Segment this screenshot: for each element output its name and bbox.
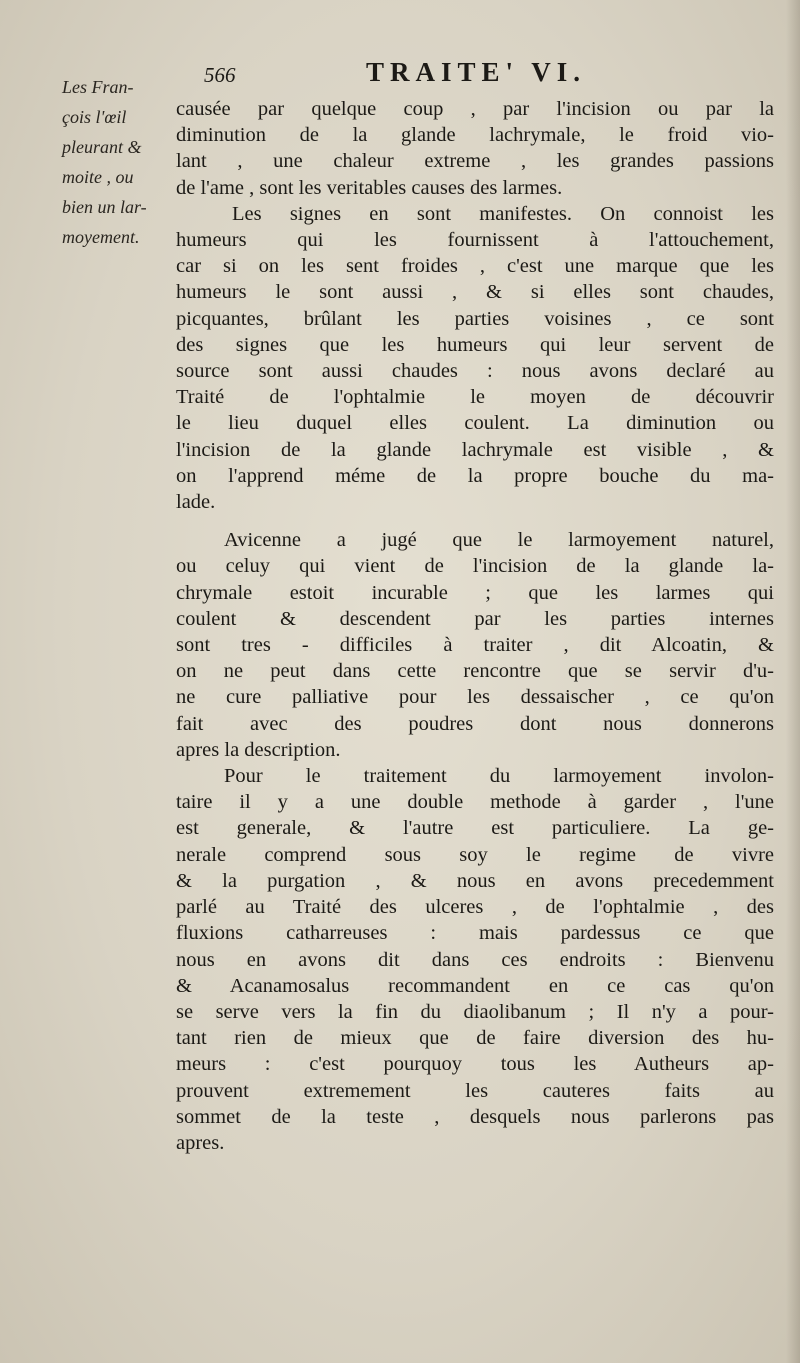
marginal-note-line: moite , ou: [62, 167, 134, 187]
paragraph-causes: [176, 96, 774, 201]
text-line: sommet de la teste , desquels nous parlerons pas: [176, 1105, 774, 1128]
text-line: on ne peut dans cette rencontre que se servir d'u-: [176, 660, 774, 683]
marginal-note-line: moyement.: [62, 227, 140, 247]
text-line: fluxions catharreuses : mais pardessus ce que: [176, 922, 774, 945]
text-line: meurs : c'est pourquoy tous les Autheurs ap-: [176, 1053, 774, 1076]
text-line: chrymale estoit incurable ; que les larmes qui: [176, 581, 774, 604]
text-line: parlé au Traité des ulceres , de l'ophtalmie , des: [176, 896, 774, 919]
text-line: sont tres - difficiles à traiter , dit Alcoatin, &: [176, 634, 774, 657]
text-line: coulent & descendent par les parties internes: [176, 607, 774, 630]
text-line: humeurs qui les fournissent à l'attouchement,: [176, 229, 774, 252]
running-head: TRAITE' VI.: [366, 57, 587, 87]
text-line: apres la description.: [176, 738, 341, 761]
text-line: Avicenne a jugé que le larmoyement naturel,: [224, 529, 774, 552]
text-line: taire il y a une double methode à garder , l'une: [176, 791, 774, 814]
text-line: & la purgation , & nous en avons precedemment: [176, 869, 774, 892]
text-line: source sont aussi chaudes : nous avons declaré au: [176, 360, 774, 383]
body-text: [176, 96, 774, 1156]
text-line: on l'apprend méme de la propre bouche du ma-: [176, 464, 774, 487]
text-line: & Acanamosalus recommandent en ce cas qu'on: [176, 974, 774, 997]
text-line: ou celuy qui vient de l'incision de la glande la-: [176, 555, 774, 578]
text-line: humeurs le sont aussi , & si elles sont chaudes,: [176, 281, 774, 304]
text-line: causée par quelque coup , par l'incision ou par la: [176, 98, 774, 120]
text-line: l'incision de la glande lachrymale est visible , &: [176, 438, 774, 461]
text-line: tant rien de mieux que de faire diversion des hu-: [176, 1027, 774, 1050]
paragraph-signs: [176, 201, 774, 515]
marginal-note-line: pleurant &: [62, 137, 142, 157]
page-number: 566: [204, 63, 236, 87]
text-line: Les signes en sont manifestes. On connoist les: [232, 202, 774, 225]
paragraph-avicenne: [176, 527, 774, 763]
text-line: prouvent extremement les cauteres faits au: [176, 1079, 774, 1102]
text-line: nerale comprend sous soy le regime de vivre: [176, 843, 774, 866]
text-line: de l'ame , sont les veritables causes des larmes.: [176, 176, 563, 199]
text-line: ne cure palliative pour les dessaischer , ce qu'on: [176, 686, 774, 709]
text-line: Pour le traitement du larmoyement involon-: [224, 765, 774, 788]
text-line: diminution de la glande lachrymale, le froid vio-: [176, 124, 774, 147]
text-line: lade.: [176, 491, 216, 514]
text-line: se serve vers la fin du diaolibanum ; Il n'y a pour-: [176, 1000, 774, 1023]
text-line: le lieu duquel elles coulent. La diminution ou: [176, 412, 774, 435]
text-line: picquantes, brûlant les parties voisines , ce sont: [176, 307, 774, 330]
text-line: des signes que les humeurs qui leur servent de: [176, 333, 774, 356]
text-line: apres.: [176, 1131, 225, 1154]
text-line: lant , une chaleur extreme , les grandes passions: [176, 150, 774, 173]
text-line: est generale, & l'autre est particuliere. La ge-: [176, 817, 774, 840]
paragraph-traitement: [176, 763, 774, 1156]
text-line: car si on les sent froides , c'est une marque que les: [176, 255, 774, 278]
text-line: Traité de l'ophtalmie le moyen de découvrir: [176, 386, 774, 409]
text-line: nous en avons dit dans ces endroits : Bienvenu: [176, 948, 774, 971]
marginal-note-line: çois l'œil: [62, 107, 127, 127]
marginal-note-line: Les Fran-: [62, 77, 134, 97]
marginal-note-line: bien un lar-: [62, 197, 147, 217]
text-line: fait avec des poudres dont nous donnerons: [176, 712, 774, 735]
